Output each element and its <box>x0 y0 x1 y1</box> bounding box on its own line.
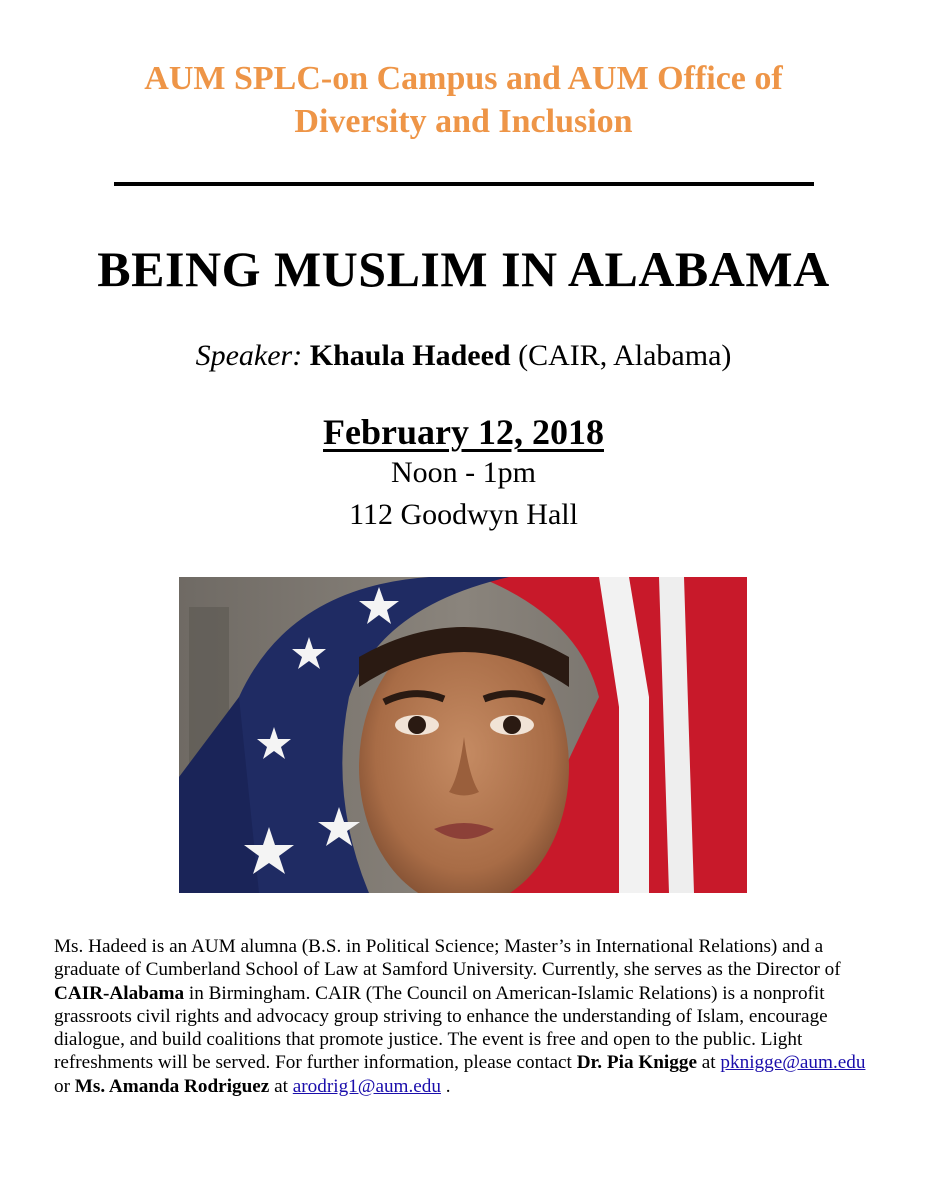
event-location: 112 Goodwyn Hall <box>349 498 578 531</box>
contact-2-name: Ms. Amanda Rodriguez <box>74 1075 270 1097</box>
event-date-line <box>0 410 927 454</box>
event-date: February 12, 2018 <box>323 412 604 452</box>
speaker-photo <box>179 577 747 893</box>
organizer-line-1: AUM SPLC-on Campus and AUM Office of <box>144 60 783 97</box>
speaker-bio: Ms. Hadeed is an AUM alumna (B.S. in Political Science; Master’s in International Relations) and a graduate of Cumberland School of Law at Samford University. Currently, she serves as the Director of CAIR-Alabama in Birmingham. CAIR (The Council on American-Islamic Relations) is a nonprofit grassroots civil rights and advocacy group striving to enhance the understanding of Islam, encourage dialogue, and build coalitions that promote justice. The event is free and open to the public. Light refreshments will be served. For further information, please contact Dr. Pia Knigge at pknigge@aum.edu or Ms. Amanda Rodriguez at arodrig1@aum.edu . <box>54 936 866 1097</box>
contact-2-email-link[interactable]: arodrig1@aum.edu <box>292 1075 441 1097</box>
event-title: BEING MUSLIM IN ALABAMA <box>97 241 830 297</box>
speaker-label: Speaker: <box>195 339 303 372</box>
contact-1-name: Dr. Pia Knigge <box>576 1052 697 1074</box>
speaker-affiliation: (CAIR, Alabama) <box>518 339 732 372</box>
speaker-name: Khaula Hadeed <box>309 339 511 372</box>
organizer-line-2: Diversity and Inclusion <box>294 103 633 140</box>
speaker-line <box>0 336 927 376</box>
org-name: CAIR-Alabama <box>54 982 185 1004</box>
event-time: Noon - 1pm <box>391 456 536 489</box>
contact-1-email-link[interactable]: pknigge@aum.edu <box>720 1052 866 1074</box>
divider <box>114 182 814 186</box>
